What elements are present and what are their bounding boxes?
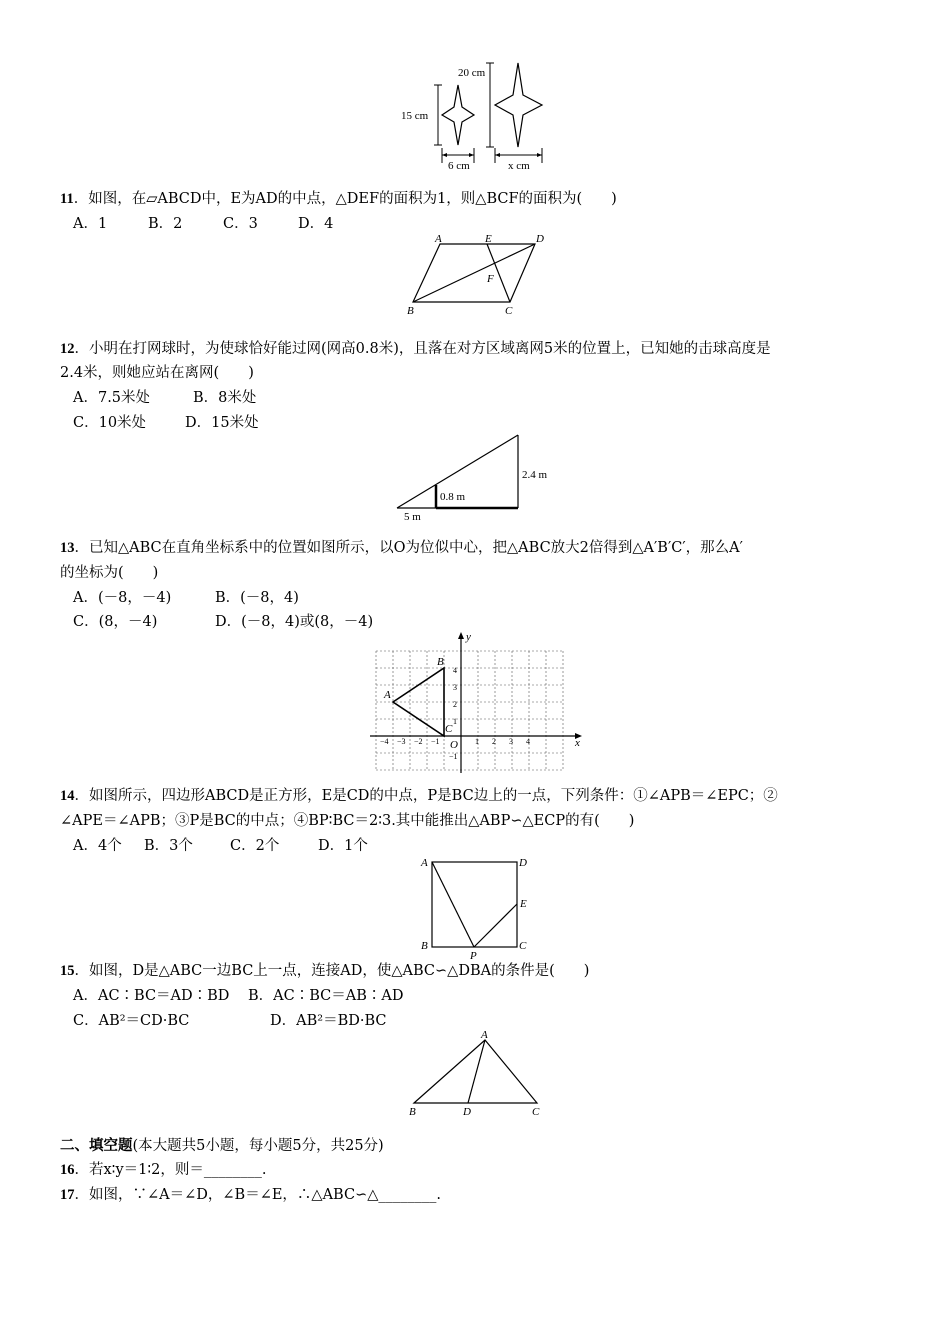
q14-option-d: D．1个 xyxy=(318,838,368,854)
q13-option-a: A．(－8，－4) xyxy=(73,590,172,606)
question-11: 11．如图，在▱ABCD中，E为AD的中点，△DEF的面积为1，则△BCF的面积为( ) xyxy=(60,191,617,207)
question-14-line2: ∠APE＝∠APB；③P是BC的中点；④BP∶BC＝2∶3.其中能推出△ABP∽△ECP的有( ) xyxy=(60,813,635,829)
svg-text:2: 2 xyxy=(492,737,496,746)
label-a: A xyxy=(481,1029,488,1041)
big-star xyxy=(495,63,542,147)
dim-20cm: 20 cm xyxy=(458,67,486,79)
label-d: D xyxy=(463,1106,471,1118)
coordinate-figure xyxy=(368,628,588,773)
svg-text:−2: −2 xyxy=(414,737,423,746)
question-15: 15．如图，D是△ABC一边BC上一点，连接AD，使△ABC∽△DBA的条件是( ) xyxy=(60,963,590,979)
q13-option-d: D．(－8，4)或(8，－4) xyxy=(215,614,374,630)
label-a: A xyxy=(384,689,391,701)
label-a: A xyxy=(421,857,428,869)
parallelogram-figure xyxy=(395,232,555,322)
label-0-8m: 0.8 m xyxy=(440,491,466,503)
dim-15cm: 15 cm xyxy=(401,110,429,122)
label-2-4m: 2.4 m xyxy=(522,469,548,481)
label-b: B xyxy=(421,940,428,952)
q12-option-a: A．7.5米处 xyxy=(73,390,151,406)
label-f: F xyxy=(487,273,494,285)
label-b: B xyxy=(407,305,414,317)
origin-label: O xyxy=(450,739,458,751)
q14-option-a: A．4个 xyxy=(73,838,122,854)
label-b: B xyxy=(409,1106,416,1118)
q15-option-b: B．AC∶BC＝AB∶AD xyxy=(248,988,404,1004)
triangle-figure xyxy=(400,1028,550,1118)
q14-option-b: B．3个 xyxy=(144,838,193,854)
q12-option-c: C．10米处 xyxy=(73,415,147,431)
q11-option-d: D．4 xyxy=(298,216,334,232)
question-16: 16．若x∶y＝1∶2，则＝________. xyxy=(60,1162,267,1178)
dim-xcm: x cm xyxy=(508,160,530,172)
label-e: E xyxy=(520,898,527,910)
question-17: 17．如图，∵∠A＝∠D，∠B＝∠E，∴△ABC∽△________. xyxy=(60,1187,441,1203)
label-c: C xyxy=(505,305,513,317)
square-figure xyxy=(415,852,540,962)
svg-text:−4: −4 xyxy=(380,737,389,746)
tennis-figure xyxy=(390,430,570,525)
q15-option-a: A．AC∶BC＝AD∶BD xyxy=(73,988,230,1004)
svg-text:1: 1 xyxy=(475,737,479,746)
question-13-line1: 13．已知△ABC在直角坐标系中的位置如图所示，以O为位似中心，把△ABC放大2倍得到△A′B′C′，那么A′ xyxy=(60,540,743,556)
question-12-line1: 12．小明在打网球时，为使球恰好能过网(网高0.8米)，且落在对方区域离网5米的位置上，已知她的击球高度是 xyxy=(60,341,771,357)
q15-option-c: C．AB²＝CD·BC xyxy=(73,1013,190,1029)
question-14-line1: 14．如图所示，四边形ABCD是正方形，E是CD的中点，P是BC边上的一点，下列条件：①∠APB＝∠EPC；② xyxy=(60,788,778,804)
label-p: P xyxy=(470,950,477,962)
label-e: E xyxy=(485,233,492,245)
question-12-line2: 2.4米，则她应站在离网( ) xyxy=(60,365,254,381)
svg-text:4: 4 xyxy=(526,737,530,746)
label-d: D xyxy=(519,857,527,869)
label-b: B xyxy=(437,656,444,668)
label-d: D xyxy=(536,233,544,245)
q12-option-b: B．8米处 xyxy=(193,390,257,406)
svg-text:4: 4 xyxy=(453,666,457,675)
svg-text:1: 1 xyxy=(453,717,457,726)
section-2-heading: 二、填空题(本大题共5小题，每小题5分，共25分) xyxy=(60,1137,384,1154)
q13-option-c: C．(8，－4) xyxy=(73,614,158,630)
q14-option-c: C．2个 xyxy=(230,838,280,854)
label-5m: 5 m xyxy=(404,511,421,523)
label-a: A xyxy=(435,233,442,245)
svg-text:−3: −3 xyxy=(397,737,406,746)
q11-option-a: A．1 xyxy=(73,216,108,232)
q12-option-d: D．15米处 xyxy=(185,415,259,431)
question-13-line2: 的坐标为( ) xyxy=(60,565,159,581)
y-axis-label: y xyxy=(466,631,471,643)
svg-text:3: 3 xyxy=(453,683,457,692)
small-star xyxy=(442,85,474,145)
label-c: C xyxy=(532,1106,540,1118)
label-c: C xyxy=(519,940,527,952)
svg-text:2: 2 xyxy=(453,700,457,709)
svg-text:−1: −1 xyxy=(449,752,458,761)
q13-option-b: B．(－8，4) xyxy=(215,590,299,606)
q11-option-c: C．3 xyxy=(223,216,258,232)
svg-text:3: 3 xyxy=(509,737,513,746)
svg-text:−1: −1 xyxy=(431,737,440,746)
stars-figure xyxy=(400,55,560,175)
q11-option-b: B．2 xyxy=(148,216,183,232)
q15-option-d: D．AB²＝BD·BC xyxy=(270,1013,387,1029)
label-c: C xyxy=(445,723,453,735)
x-axis-label: x xyxy=(575,737,580,749)
dim-6cm: 6 cm xyxy=(448,160,470,172)
